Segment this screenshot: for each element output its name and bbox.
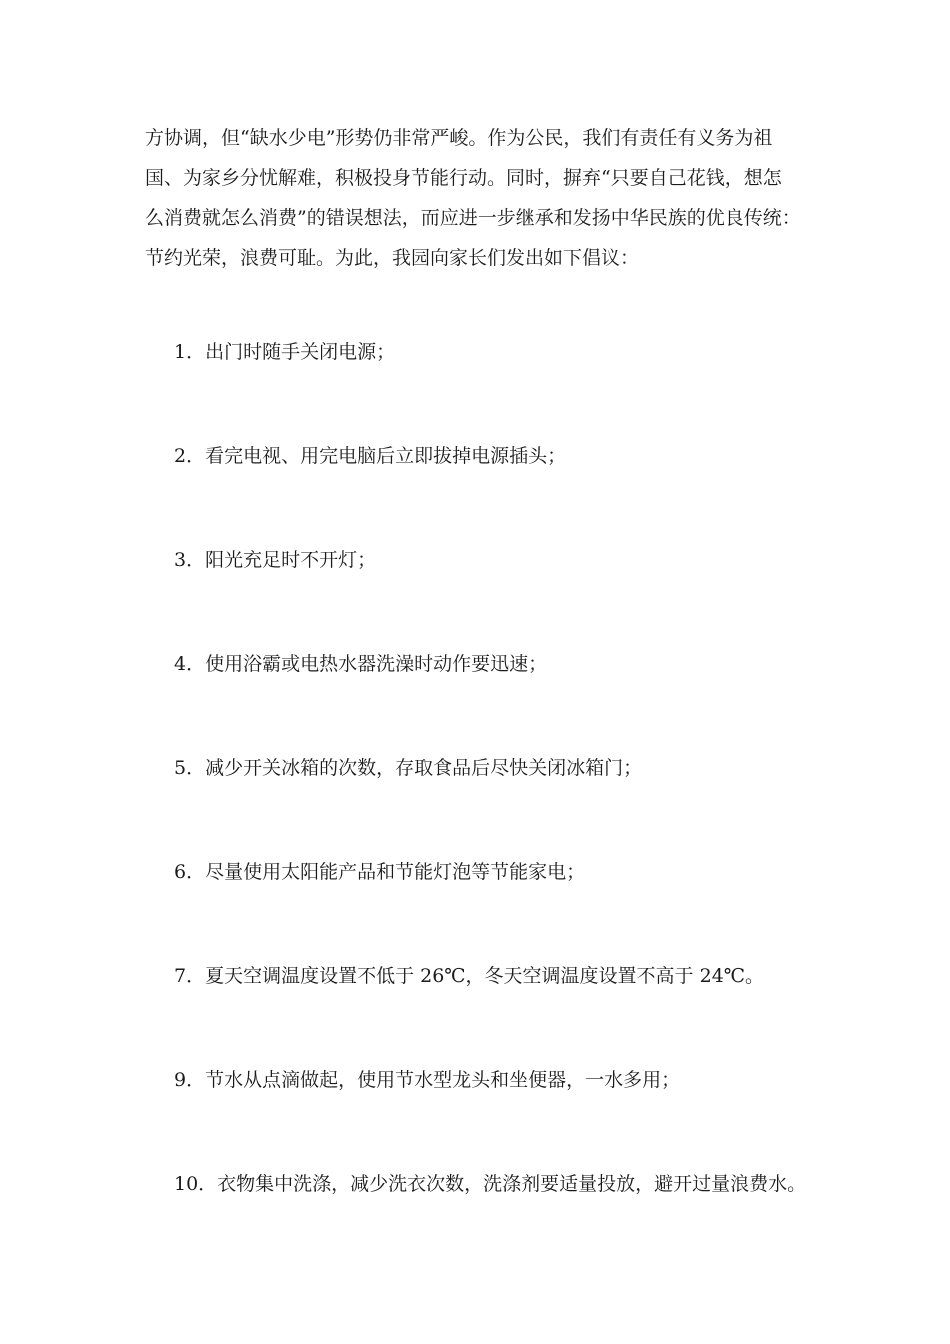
intro-line: 节约光荣，浪费可耻。为此，我园向家长们发出如下倡议：: [145, 247, 640, 269]
list-item: 1．出门时随手关闭电源；: [174, 341, 396, 363]
list-item: 6．尽量使用太阳能产品和节能灯泡等节能家电；: [174, 861, 586, 883]
list-item: 4．使用浴霸或电热水器洗澡时动作要迅速；: [174, 653, 548, 675]
intro-line: 么消费就怎么消费”的错误想法，而应进一步继承和发扬中华民族的优良传统：: [145, 207, 801, 229]
list-item: 10．衣物集中洗涤，减少洗衣次数，洗涤剂要适量投放，避开过量浪费水。: [174, 1173, 807, 1195]
list-item: 5．减少开关冰箱的次数，存取食品后尽快关闭冰箱门；: [174, 757, 643, 779]
list-item: 3．阳光充足时不开灯；: [174, 549, 377, 571]
list-item: 2．看完电视、用完电脑后立即拔掉电源插头；: [174, 445, 567, 467]
list-item: 7．夏天空调温度设置不低于 26℃，冬天空调温度设置不高于 24℃。: [174, 965, 765, 987]
proposal-list: [174, 332, 854, 1268]
list-item: 9．节水从点滴做起，使用节水型龙头和坐便器，一水多用；: [174, 1069, 681, 1091]
intro-line: 国、为家乡分忧解难，积极投身节能行动。同时，摒弃“只要自己花钱，想怎: [145, 167, 782, 189]
intro-line: 方协调，但“缺水少电”形势仍非常严峻。作为公民，我们有责任有义务为祖: [145, 127, 773, 149]
intro-paragraph: [145, 118, 835, 278]
